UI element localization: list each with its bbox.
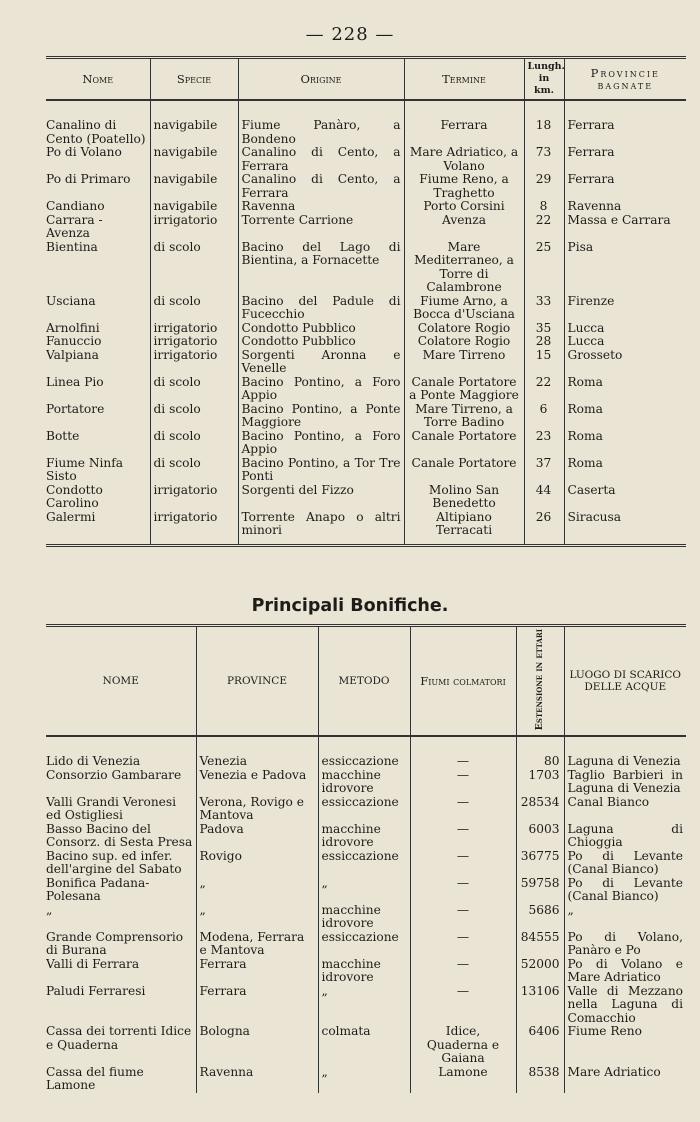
cell-fiumi-colmatori: — — [410, 823, 516, 850]
cell-province: Venezia — [196, 736, 318, 769]
cell-nome: Bonifica Padana-Polesana — [46, 876, 150, 904]
cell-luogo-scarico: Po di Levante (Canal Bianco) — [564, 850, 686, 877]
cell-nome: „ — [46, 903, 53, 917]
table-row — [46, 403, 686, 430]
cell-province: Modena, Ferrara e Mantova — [196, 931, 318, 958]
cell-fiumi-colmatori: Lamone — [410, 1066, 516, 1093]
header-nome: NOME — [102, 675, 139, 688]
table-header-row — [46, 58, 686, 101]
table-row — [46, 376, 686, 403]
cell-nome: Candiano — [46, 200, 105, 213]
table-row — [46, 511, 686, 546]
cell-luogo-scarico: „ — [564, 904, 686, 931]
cell-nome: Po di Volano — [46, 146, 122, 159]
table-header-row — [46, 626, 686, 737]
cell-estensione: 8538 — [516, 1066, 564, 1093]
cell-fiumi-colmatori: — — [410, 985, 516, 1026]
cell-estensione: 52000 — [516, 958, 564, 985]
cell-origine: Ravenna — [238, 200, 404, 214]
cell-provincie: Siracusa — [564, 511, 686, 546]
cell-specie: di scolo — [150, 376, 238, 403]
cell-estensione: 13106 — [516, 985, 564, 1026]
cell-nome: Lido di Venezia — [46, 754, 141, 769]
cell-luogo-scarico: Laguna di Venezia — [564, 736, 686, 769]
cell-provincie: Ravenna — [564, 200, 686, 214]
cell-nome: Portatore — [46, 402, 105, 416]
cell-specie: navigabile — [150, 173, 238, 200]
cell-provincie: Ferrara — [564, 100, 686, 146]
cell-fiumi-colmatori: — — [410, 958, 516, 985]
cell-origine: Canalino di Cento, a Ferrara — [238, 146, 404, 173]
table-row — [46, 850, 686, 877]
cell-provincie: Roma — [564, 403, 686, 430]
cell-luogo-scarico: Po di Volano e Mare Adriatico — [564, 958, 686, 985]
cell-termine: Ferrara — [404, 100, 524, 146]
cell-nome: Grande Comprensorio di Burana — [46, 930, 184, 958]
canals-table — [46, 56, 686, 547]
cell-lunghezza: 18 — [524, 100, 564, 146]
cell-specie: irrigatorio — [150, 484, 238, 511]
cell-termine: Avenza — [404, 214, 524, 241]
cell-estensione: 6003 — [516, 823, 564, 850]
cell-origine: Bacino del Padule di Fucecchio — [238, 295, 404, 322]
table-row — [46, 214, 686, 241]
cell-metodo: essiccazione — [318, 850, 410, 877]
cell-metodo: macchine idrovore — [318, 958, 410, 985]
cell-lunghezza: 44 — [524, 484, 564, 511]
canals-table-body — [46, 100, 686, 545]
cell-nome: Bacino sup. ed infer. dell'argine del Sabato — [46, 849, 182, 877]
cell-specie: irrigatorio — [150, 322, 238, 336]
cell-nome: Arnolfini — [46, 321, 100, 335]
cell-nome: Valli Grandi Veronesi ed Ostigliesi — [46, 795, 177, 823]
table-row — [46, 295, 686, 322]
cell-termine: Molino San Benedetto — [404, 484, 524, 511]
header-termine: Termine — [404, 58, 524, 101]
cell-provincie: Caserta — [564, 484, 686, 511]
cell-lunghezza: 6 — [524, 403, 564, 430]
table-row — [46, 769, 686, 796]
cell-fiumi-colmatori: — — [410, 904, 516, 931]
cell-termine: Mare Tirreno, a Torre Badino — [404, 403, 524, 430]
cell-estensione: 59758 — [516, 877, 564, 904]
cell-estensione: 84555 — [516, 931, 564, 958]
cell-provincie: Lucca — [564, 322, 686, 336]
cell-nome: Galermi — [46, 510, 96, 524]
cell-lunghezza: 23 — [524, 430, 564, 457]
cell-termine: Fiume Arno, a Bocca d'Usciana — [404, 295, 524, 322]
cell-specie: irrigatorio — [150, 349, 238, 376]
cell-fiumi-colmatori: — — [410, 769, 516, 796]
cell-provincie: Firenze — [564, 295, 686, 322]
cell-lunghezza: 22 — [524, 214, 564, 241]
cell-origine: Torrente Carrione — [238, 214, 404, 241]
table-row — [46, 823, 686, 850]
header-estensione-label: Estensione in ettari — [534, 629, 545, 731]
reclamations-table-body — [46, 736, 686, 1093]
cell-lunghezza: 8 — [524, 200, 564, 214]
cell-luogo-scarico: Canal Bianco — [564, 796, 686, 823]
table-row — [46, 736, 686, 769]
cell-estensione: 28534 — [516, 796, 564, 823]
cell-termine: Canale Portatore — [404, 457, 524, 484]
cell-origine: Bacino Pontino, a Tor Tre Ponti — [238, 457, 404, 484]
table-row — [46, 200, 686, 214]
cell-lunghezza: 26 — [524, 511, 564, 546]
cell-metodo: colmata — [318, 1025, 410, 1066]
cell-provincie: Roma — [564, 430, 686, 457]
cell-origine: Sorgenti Aronna e Venelle — [238, 349, 404, 376]
cell-nome: Valpiana — [46, 348, 99, 362]
table-row — [46, 904, 686, 931]
cell-provincie: Grosseto — [564, 349, 686, 376]
cell-metodo: macchine idrovore — [318, 769, 410, 796]
header-province: PROVINCE — [196, 626, 318, 737]
cell-estensione: 5686 — [516, 904, 564, 931]
cell-termine: Colatore Rogio — [404, 322, 524, 336]
cell-luogo-scarico: Fiume Reno — [564, 1025, 686, 1066]
cell-lunghezza: 37 — [524, 457, 564, 484]
cell-fiumi-colmatori: — — [410, 850, 516, 877]
cell-origine: Sorgenti del Fizzo — [238, 484, 404, 511]
cell-fiumi-colmatori: — — [410, 796, 516, 823]
table-row — [46, 173, 686, 200]
cell-nome: Consorzio Gambarare — [46, 768, 182, 782]
table-row — [46, 322, 686, 336]
cell-origine: Torrente Anapo o altri minori — [238, 511, 404, 546]
cell-origine: Condotto Pubblico — [238, 335, 404, 349]
cell-province: Bologna — [196, 1025, 318, 1066]
cell-specie: irrigatorio — [150, 335, 238, 349]
cell-nome: Canalino di Cento (Poatello) — [46, 118, 146, 146]
cell-nome: Condotto Carolino — [46, 483, 103, 510]
cell-termine: Colatore Rogio — [404, 335, 524, 349]
cell-nome: Valli di Ferrara — [46, 957, 140, 971]
cell-fiumi-colmatori: — — [410, 736, 516, 769]
cell-termine: Mare Tirreno — [404, 349, 524, 376]
cell-fiumi-colmatori: — — [410, 931, 516, 958]
table-row — [46, 335, 686, 349]
cell-nome: Bientina — [46, 240, 98, 254]
header-lunghezza: Lungh. in km. — [524, 58, 564, 101]
cell-provincie: Ferrara — [564, 173, 686, 200]
cell-termine: Porto Corsini — [404, 200, 524, 214]
cell-specie: di scolo — [150, 403, 238, 430]
cell-termine: Mare Mediterraneo, a Torre di Calambrone — [404, 241, 524, 295]
cell-nome: Paludi Ferraresi — [46, 984, 146, 998]
page-number: — 228 — — [305, 24, 395, 45]
cell-origine: Bacino Pontino, a Ponte Maggiore — [238, 403, 404, 430]
header-fiumi-colmatori: Fiumi colmatori — [410, 626, 516, 737]
table-row — [46, 430, 686, 457]
cell-origine: Bacino Pontino, a Foro Appio — [238, 376, 404, 403]
cell-fiumi-colmatori: — — [410, 877, 516, 904]
cell-lunghezza: 15 — [524, 349, 564, 376]
table-row — [46, 100, 686, 146]
cell-luogo-scarico: Laguna di Chioggia — [564, 823, 686, 850]
cell-termine: Fiume Reno, a Traghetto — [404, 173, 524, 200]
cell-province: „ — [196, 877, 318, 904]
cell-specie: navigabile — [150, 200, 238, 214]
section-title: Principali Bonifiche. — [251, 596, 449, 616]
cell-metodo: essiccazione — [318, 736, 410, 769]
cell-specie: navigabile — [150, 100, 238, 146]
cell-nome: Usciana — [46, 294, 96, 308]
cell-luogo-scarico: Taglio Barbieri in Laguna di Venezia — [564, 769, 686, 796]
cell-lunghezza: 73 — [524, 146, 564, 173]
cell-metodo: macchine idrovore — [318, 904, 410, 931]
cell-province: Ravenna — [196, 1066, 318, 1093]
header-specie: Specie — [150, 58, 238, 101]
cell-province: Verona, Rovigo e Mantova — [196, 796, 318, 823]
cell-province: Venezia e Padova — [196, 769, 318, 796]
cell-metodo: „ — [318, 1066, 410, 1093]
cell-luogo-scarico: Valle di Mezzano nella Laguna di Comacchio — [564, 985, 686, 1026]
cell-specie: irrigatorio — [150, 511, 238, 546]
cell-specie: di scolo — [150, 241, 238, 295]
header-luogo-scarico: LUOGO DI SCARICO DELLE ACQUE — [564, 626, 686, 737]
cell-termine: Canale Portatore a Ponte Maggiore — [404, 376, 524, 403]
cell-estensione: 6406 — [516, 1025, 564, 1066]
header-origine: Origine — [238, 58, 404, 101]
cell-origine: Bacino Pontino, a Foro Appio — [238, 430, 404, 457]
cell-lunghezza: 33 — [524, 295, 564, 322]
table-row — [46, 985, 686, 1026]
cell-nome: Fanuccio — [46, 335, 102, 348]
cell-origine: Fiume Panàro, a Bondeno — [238, 100, 404, 146]
table-row — [46, 349, 686, 376]
cell-origine: Condotto Pubblico — [238, 322, 404, 336]
cell-nome: Cassa dei torrenti Idice e Quaderna — [46, 1025, 192, 1052]
cell-origine: Bacino del Lago di Bientina, a Fornacette — [238, 241, 404, 295]
table-row — [46, 1025, 686, 1066]
header-provincie: Provincie bagnate — [564, 58, 686, 101]
table-row — [46, 457, 686, 484]
header-estensione — [516, 626, 564, 737]
cell-lunghezza: 29 — [524, 173, 564, 200]
cell-specie: di scolo — [150, 430, 238, 457]
cell-provincie: Roma — [564, 376, 686, 403]
cell-estensione: 80 — [516, 736, 564, 769]
cell-provincie: Massa e Carrara — [564, 214, 686, 241]
cell-termine: Altipiano Terracati — [404, 511, 524, 546]
cell-province: Padova — [196, 823, 318, 850]
cell-nome: Basso Bacino del Consorz. di Sesta Presa — [46, 822, 193, 850]
table-row — [46, 958, 686, 985]
cell-provincie: Ferrara — [564, 146, 686, 173]
cell-metodo: „ — [318, 877, 410, 904]
cell-lunghezza: 22 — [524, 376, 564, 403]
cell-metodo: essiccazione — [318, 931, 410, 958]
cell-metodo: „ — [318, 985, 410, 1026]
cell-provincie: Roma — [564, 457, 686, 484]
cell-lunghezza: 28 — [524, 335, 564, 349]
cell-origine: Canalino di Cento, a Ferrara — [238, 173, 404, 200]
cell-specie: navigabile — [150, 146, 238, 173]
cell-lunghezza: 25 — [524, 241, 564, 295]
table-row — [46, 796, 686, 823]
cell-nome: Cassa del fiume Lamone — [46, 1065, 144, 1093]
cell-specie: di scolo — [150, 295, 238, 322]
table-row — [46, 931, 686, 958]
cell-luogo-scarico: Mare Adriatico — [564, 1066, 686, 1093]
cell-province: Rovigo — [196, 850, 318, 877]
table-row — [46, 146, 686, 173]
cell-provincie: Pisa — [564, 241, 686, 295]
cell-nome: Linea Pio — [46, 375, 104, 389]
cell-luogo-scarico: Po di Volano, Panàro e Po — [564, 931, 686, 958]
cell-fiumi-colmatori: Idice, Quaderna e Gaiana — [410, 1025, 516, 1066]
cell-luogo-scarico: Po di Levante (Canal Bianco) — [564, 877, 686, 904]
cell-lunghezza: 35 — [524, 322, 564, 336]
cell-provincie: Lucca — [564, 335, 686, 349]
cell-nome: Botte — [46, 429, 80, 443]
cell-estensione: 1703 — [516, 769, 564, 796]
cell-metodo: essiccazione — [318, 796, 410, 823]
cell-specie: irrigatorio — [150, 214, 238, 241]
cell-metodo: macchine idrovore — [318, 823, 410, 850]
header-metodo: METODO — [318, 626, 410, 737]
table-row — [46, 1066, 686, 1093]
header-nome: Nome — [82, 72, 114, 86]
table-row — [46, 484, 686, 511]
cell-province: Ferrara — [196, 985, 318, 1026]
cell-termine: Canale Portatore — [404, 430, 524, 457]
cell-province: Ferrara — [196, 958, 318, 985]
cell-termine: Mare Adriatico, a Volano — [404, 146, 524, 173]
reclamations-table — [46, 624, 686, 1093]
cell-specie: di scolo — [150, 457, 238, 484]
cell-province: „ — [196, 904, 318, 931]
cell-nome: Carrara - Avenza — [46, 213, 103, 240]
table-row — [46, 877, 686, 904]
cell-nome: Po di Primaro — [46, 173, 131, 186]
table-row — [46, 241, 686, 295]
cell-estensione: 36775 — [516, 850, 564, 877]
cell-nome: Fiume Ninfa Sisto — [46, 456, 124, 483]
